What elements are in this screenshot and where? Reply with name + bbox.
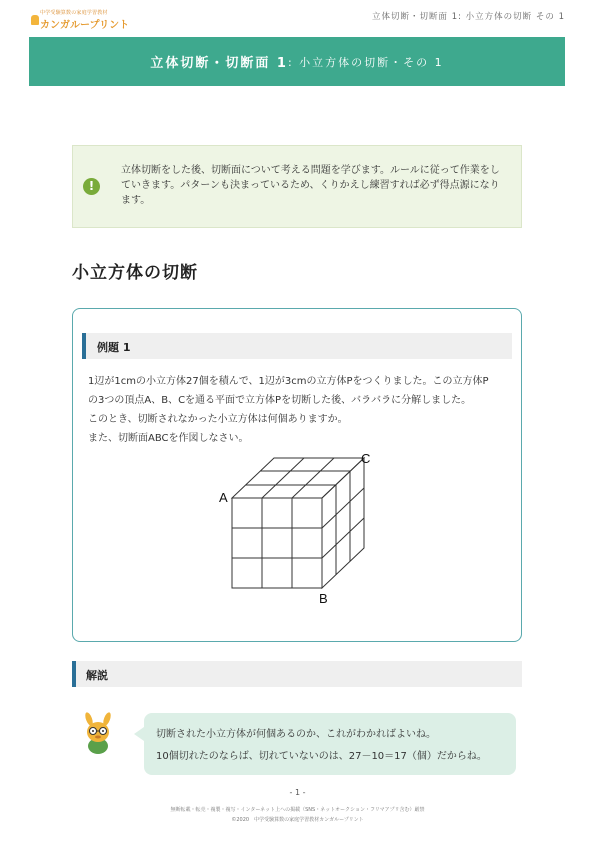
bubble-line-2: 10個切れたのならば、切れていないのは、27－10＝17（個）だからね。 bbox=[156, 751, 487, 762]
intro-text: 立体切断をした後、切断面について考える問題を学びます。ルールに従って作業をしていきます。パターンも決まっているため、くりかえし練習すれば必ず得点源になります。 bbox=[121, 165, 500, 206]
cube-figure bbox=[215, 448, 380, 608]
question-line: の3つの頂点A、B、Cを通る平面で立方体Pを切断した後、バラバラに分解しました。 bbox=[88, 395, 472, 406]
copyright-notice: 無断転載・転売・複製・複写・インターネット上への掲載（SNS・ネットオークション・フリマアプリ含む）厳禁 bbox=[170, 807, 425, 813]
explanation-heading bbox=[72, 661, 522, 687]
cube-front-face bbox=[232, 498, 322, 588]
question-line: このとき、切断されなかった小立方体は何個ありますか。 bbox=[88, 414, 348, 425]
kangaroo-logo-icon bbox=[31, 15, 39, 25]
cube-side-face bbox=[322, 458, 364, 588]
vertex-label-b: B bbox=[319, 591, 328, 606]
section-title: 小立方体の切断 bbox=[72, 263, 198, 283]
copyright-line: ©2020 中学受験算数の家庭学習教材カンガループリント bbox=[231, 817, 364, 823]
title-banner bbox=[29, 37, 565, 86]
logo-subtitle: 中学受験算数の家庭学習教材 bbox=[40, 10, 108, 16]
banner-title-rest: : 小立方体の切断・その 1 bbox=[287, 55, 444, 69]
example-question bbox=[88, 372, 508, 448]
vertex-label-a: A bbox=[219, 490, 228, 505]
banner-title-bold: 立体切断・切断面 1 bbox=[150, 56, 288, 71]
running-header: 立体切断・切断面 1: 小立方体の切断 その 1 bbox=[372, 12, 565, 22]
example-heading bbox=[82, 333, 512, 359]
vertex-label-c: C bbox=[361, 451, 371, 466]
intro-note bbox=[72, 145, 522, 228]
bubble-line-1: 切断された小立方体が何個あるのか、これがわかればよいね。 bbox=[156, 729, 436, 740]
question-line: 1辺が1cmの小立方体27個を積んで、1辺が3cmの立方体Pをつくりました。この立方体P bbox=[88, 376, 489, 387]
example-heading-label: 例題 1 bbox=[97, 341, 131, 354]
logo-title: カンガループリント bbox=[40, 20, 130, 31]
logo bbox=[31, 9, 131, 29]
kangaroo-character-icon bbox=[78, 712, 118, 754]
exclamation-icon: ! bbox=[83, 178, 100, 195]
question-line: また、切断面ABCを作図しなさい。 bbox=[88, 433, 249, 444]
explanation-heading-label: 解説 bbox=[86, 669, 108, 682]
speech-bubble bbox=[144, 713, 516, 775]
page-number: - 1 - bbox=[289, 788, 306, 797]
